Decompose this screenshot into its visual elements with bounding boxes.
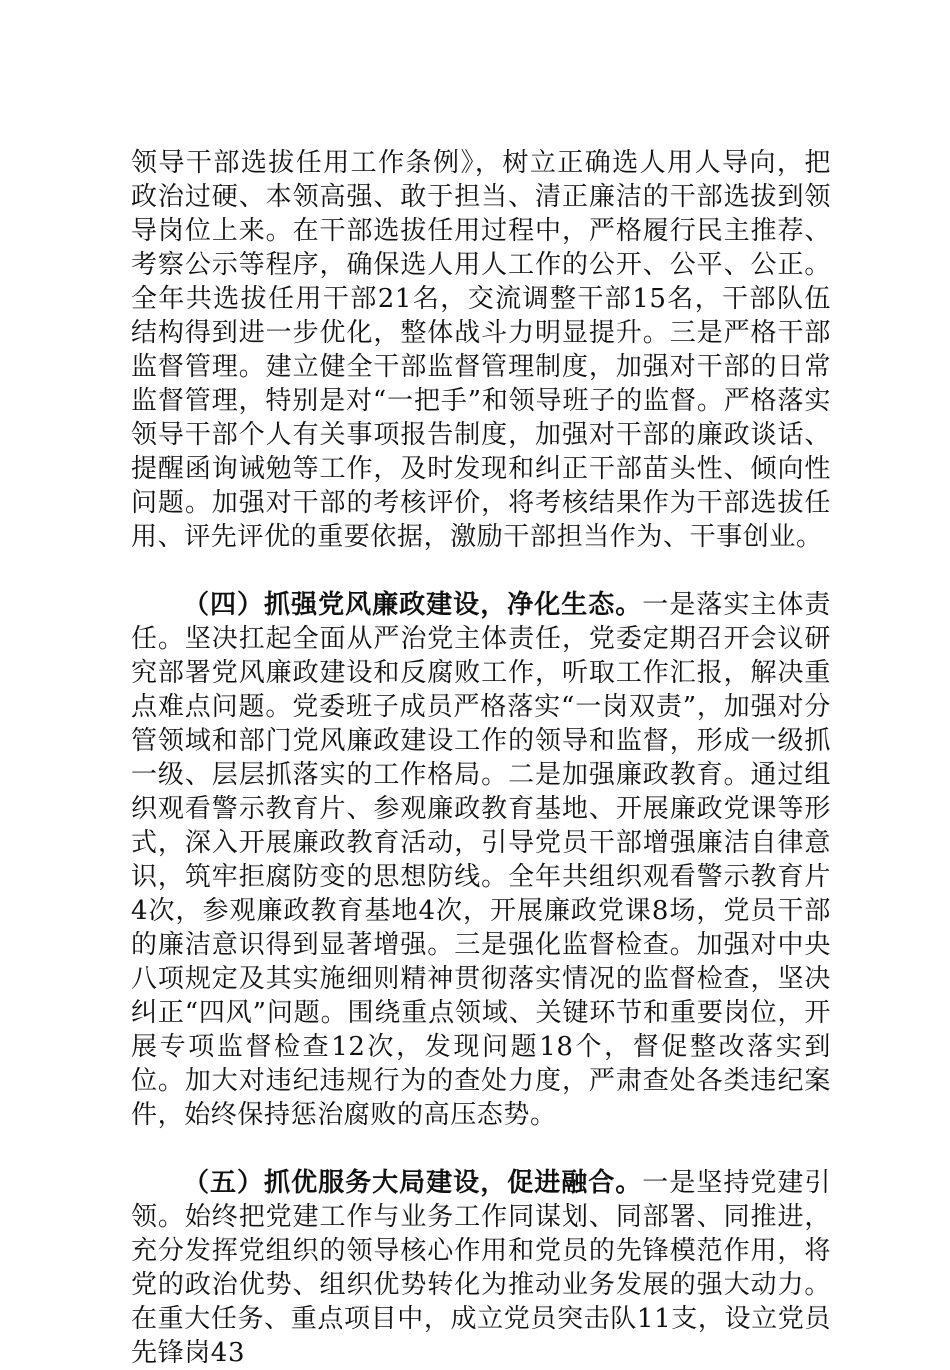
document-page: [131, 146, 831, 1370]
paragraph-body: 一是落实主体责任。坚决扛起全面从严治党主体责任，党委定期召开会议研究部署党风廉政建设和反腐败工作，听取工作汇报，解决重点难点问题。党委班子成员严格落实“一岗双责”，加强对分管领域和部门党风廉政建设工作的领导和监督，形成一级抓一级、层层抓落实的工作格局。二是加强廉政教育。通过组织观看警示教育片、参观廉政教育基地、开展廉政党课等形式，深入开展廉政教育活动，引导党员干部增强廉洁自律意识，筑牢拒腐防变的思想防线。全年共组织观看警示教育片4次，参观廉政教育基地4次，开展廉政党课8场，党员干部的廉洁意识得到显著增强。三是强化监督检查。加强对中央八项规定及其实施细则精神贯彻落实情况的监督检查，坚决纠正“四风”问题。围绕重点领域、关键环节和重要岗位，开展专项监督检查12次，发现问题18个，督促整改落实到位。加大对违纪违规行为的查处力度，严肃查处各类违纪案件，始终保持惩治腐败的高压态势。: [131, 590, 831, 1130]
paragraph-service-overall: [131, 1166, 831, 1370]
paragraph-cadre-management: [131, 146, 831, 554]
section-heading-four: （四）抓强党风廉政建设，净化生态。: [183, 590, 643, 620]
paragraph-clean-government: [131, 588, 831, 1132]
paragraph-body: 一是坚持党建引领。始终把党建工作与业务工作同谋划、同部署、同推进，充分发挥党组织的领导核心作用和党员的先锋模范作用，将党的政治优势、组织优势转化为推动业务发展的强大动力。在重大任务、重点项目中，成立党员突击队11支，设立党员先锋岗43: [131, 1168, 831, 1368]
paragraph-body: 领导干部选拔任用工作条例》，树立正确选人用人导向，把政治过硬、本领高强、敢于担当、清正廉洁的干部选拔到领导岗位上来。在干部选拔任用过程中，严格履行民主推荐、考察公示等程序，确保选人用人工作的公开、公平、公正。全年共选拔任用干部21名，交流调整干部15名，干部队伍结构得到进一步优化，整体战斗力明显提升。三是严格干部监督管理。建立健全干部监督管理制度，加强对干部的日常监督管理，特别是对“一把手”和领导班子的监督。严格落实领导干部个人有关事项报告制度，加强对干部的廉政谈话、提醒函询诫勉等工作，及时发现和纠正干部苗头性、倾向性问题。加强对干部的考核评价，将考核结果作为干部选拔任用、评先评优的重要依据，激励干部担当作为、干事创业。: [131, 148, 831, 552]
section-heading-five: （五）抓优服务大局建设，促进融合。: [183, 1168, 643, 1198]
